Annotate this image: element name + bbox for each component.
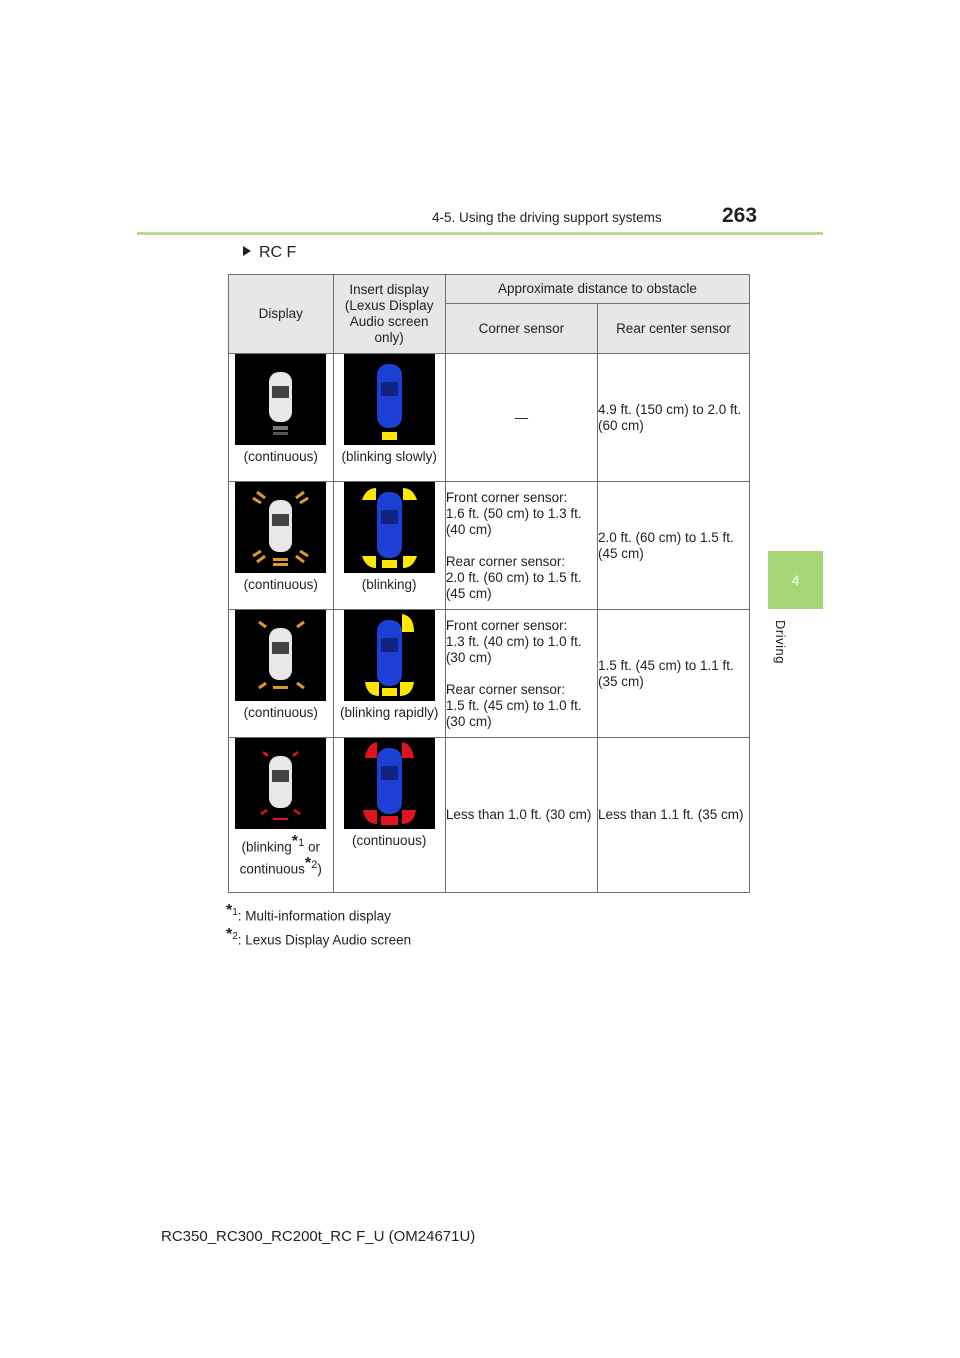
row2-display bbox=[229, 482, 334, 610]
row1-display bbox=[229, 354, 334, 482]
row3-insert bbox=[333, 610, 445, 738]
row4-caption-b: or bbox=[308, 839, 321, 855]
row4-display bbox=[229, 738, 334, 893]
row2-front-label: Front corner sensor: bbox=[445, 489, 568, 505]
footnote-num: 1 bbox=[232, 907, 238, 918]
car-insert-image bbox=[344, 354, 435, 445]
row4-insert-caption: (continuous) bbox=[352, 833, 427, 848]
triangle-bullet-icon bbox=[243, 246, 251, 256]
footnote-num: 2 bbox=[311, 858, 318, 871]
row4-caption-c: continuous bbox=[239, 861, 305, 876]
row3-display-caption: (continuous) bbox=[243, 705, 318, 720]
row1-corner: — bbox=[445, 354, 597, 482]
row1-display-caption: (continuous) bbox=[243, 449, 318, 464]
row1-rear-center: 4.9 ft. (150 cm) to 2.0 ft. (60 cm) bbox=[597, 354, 749, 482]
header-distance: Approximate distance to obstacle bbox=[445, 275, 749, 304]
row2-insert bbox=[333, 482, 445, 610]
footnote-mark: * bbox=[226, 902, 233, 919]
row2-rear-label: Rear corner sensor: bbox=[445, 553, 566, 569]
footnote-num: 1 bbox=[298, 837, 305, 849]
car-display-image bbox=[235, 482, 326, 573]
chapter-label: Driving bbox=[773, 620, 788, 664]
car-display-image bbox=[235, 354, 326, 445]
footnote-ref bbox=[304, 854, 318, 872]
car-display-image bbox=[235, 738, 326, 829]
row4-rear-center: Less than 1.1 ft. (35 cm) bbox=[597, 738, 749, 893]
document-code: RC350_RC300_RC200t_RC F_U (OM24671U) bbox=[161, 1228, 476, 1245]
row2-insert-caption: (blinking) bbox=[361, 577, 417, 592]
footnote-mark: * bbox=[304, 854, 312, 872]
chapter-number: 4 bbox=[791, 572, 800, 588]
row3-rear-label: Rear corner sensor: bbox=[445, 681, 566, 697]
row2-corner bbox=[445, 482, 597, 610]
car-display-image bbox=[235, 610, 326, 701]
row2-front-value: 1.6 ft. (50 cm) to 1.3 ft. (40 cm) bbox=[445, 505, 582, 537]
footnote-ref bbox=[291, 833, 305, 850]
row2-display-caption: (continuous) bbox=[243, 577, 318, 592]
header-rear-center-sensor: Rear center sensor bbox=[597, 304, 749, 354]
footnote-2 bbox=[226, 926, 411, 948]
header-insert-display: Insert display (Lexus Display Audio screen only) bbox=[333, 275, 445, 354]
footnote-mark: * bbox=[291, 833, 298, 850]
variant-heading bbox=[243, 244, 296, 262]
row3-rear-value: 1.5 ft. (45 cm) to 1.0 ft. (30 cm) bbox=[445, 697, 582, 729]
row2-rear-center: 2.0 ft. (60 cm) to 1.5 ft. (45 cm) bbox=[597, 482, 749, 610]
sensor-distance-table bbox=[228, 274, 750, 893]
footnote-text: : Lexus Display Audio screen bbox=[237, 932, 412, 948]
row3-front-label: Front corner sensor: bbox=[445, 617, 568, 633]
row1-insert-caption: (blinking slowly) bbox=[341, 449, 437, 464]
row4-caption-a: (blinking bbox=[241, 839, 292, 855]
header-corner-sensor: Corner sensor bbox=[445, 304, 597, 354]
section-title: 4-5. Using the driving support systems bbox=[432, 210, 662, 225]
row3-rear-center: 1.5 ft. (45 cm) to 1.1 ft. (35 cm) bbox=[597, 610, 749, 738]
row3-insert-caption: (blinking rapidly) bbox=[340, 705, 439, 720]
row1-insert bbox=[333, 354, 445, 482]
row4-corner: Less than 1.0 ft. (30 cm) bbox=[445, 738, 597, 893]
row2-rear-value: 2.0 ft. (60 cm) to 1.5 ft. (45 cm) bbox=[445, 569, 582, 601]
car-insert-image bbox=[344, 482, 435, 573]
footnote-text: : Multi-information display bbox=[237, 908, 391, 924]
car-insert-image bbox=[344, 610, 435, 701]
header-display: Display bbox=[229, 275, 334, 354]
car-insert-image bbox=[344, 738, 435, 829]
variant-label: RC F bbox=[259, 244, 297, 261]
footnote-num: 2 bbox=[232, 931, 238, 942]
row3-display bbox=[229, 610, 334, 738]
header-rule bbox=[137, 232, 823, 235]
row3-corner bbox=[445, 610, 597, 738]
footnote-mark: * bbox=[226, 926, 233, 943]
row3-front-value: 1.3 ft. (40 cm) to 1.0 ft. (30 cm) bbox=[445, 633, 582, 665]
chapter-tab[interactable] bbox=[768, 551, 823, 609]
page-number: 263 bbox=[722, 204, 758, 227]
footnote-1 bbox=[226, 902, 391, 924]
row4-insert bbox=[333, 738, 445, 893]
row4-display-caption: (blinking$^{*1}$ or continuous$^{*2}$) bbox=[239, 833, 322, 876]
